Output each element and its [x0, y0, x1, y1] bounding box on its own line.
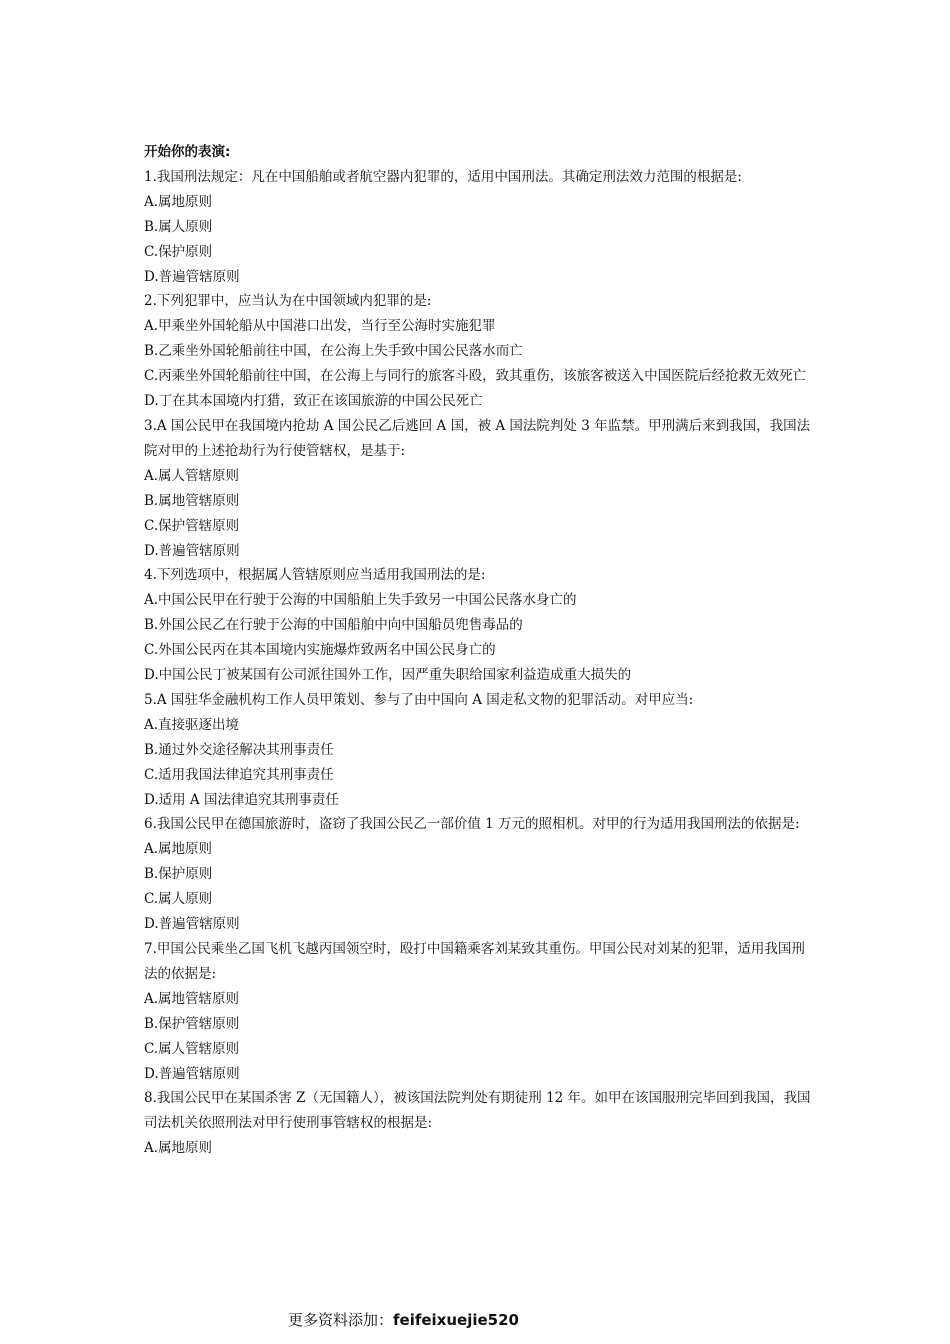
answer-option: A.中国公民甲在行驶于公海的中国船舶上失手致另一中国公民落水身亡的 — [144, 592, 577, 609]
answer-option: D.普遍管辖原则 — [144, 542, 240, 559]
answer-option: B.保护原则 — [144, 866, 213, 883]
answer-option: B.乙乘坐外国轮船前往中国，在公海上失手致中国公民落水而亡 — [144, 343, 523, 360]
question-stem: 1.我国刑法规定：凡在中国船舶或者航空器内犯罪的，适用中国刑法。其确定刑法效力范围的根据是: — [144, 168, 742, 185]
answer-option: B.外国公民乙在行驶于公海的中国船舶中向中国船员兜售毒品的 — [144, 617, 523, 634]
answer-option: C.保护原则 — [144, 243, 213, 260]
answer-option: C.属人原则 — [144, 891, 213, 908]
answer-option: C.外国公民丙在其本国境内实施爆炸致两名中国公民身亡的 — [144, 642, 496, 659]
answer-option: D.普遍管辖原则 — [144, 916, 240, 933]
answer-option: B.属地管辖原则 — [144, 492, 240, 509]
document-body — [144, 140, 814, 1161]
answer-option: A.属地原则 — [144, 841, 213, 858]
question-stem: 4.下列选项中，根据属人管辖原则应当适用我国刑法的是: — [144, 567, 486, 584]
answer-option: D.普遍管辖原则 — [144, 1065, 240, 1082]
footer-contact: feifeixuejie520 — [393, 1311, 519, 1329]
answer-option: A.属人管辖原则 — [144, 467, 240, 484]
page-footer — [288, 1309, 519, 1331]
question-stem: 2.下列犯罪中，应当认为在中国领域内犯罪的是: — [144, 293, 432, 310]
question-stem: 6.我国公民甲在德国旅游时，盗窃了我国公民乙一部价值 1 万元的照相机。对甲的行为适用我国刑法的依据是: — [144, 816, 800, 833]
question-stem: 7.甲国公民乘坐乙国飞机飞越丙国领空时，殴打中国籍乘客刘某致其重伤。甲国公民对刘某的犯罪，适用我国刑法的依据是: — [144, 941, 805, 982]
answer-option: A.属地原则 — [144, 1140, 213, 1157]
answer-option: B.属人原则 — [144, 218, 213, 235]
answer-option: B.保护管辖原则 — [144, 1015, 240, 1032]
answer-option: A.属地原则 — [144, 193, 213, 210]
answer-option: C.保护管辖原则 — [144, 517, 240, 534]
question-stem: 5.A 国驻华金融机构工作人员甲策划、参与了由中国向 A 国走私文物的犯罪活动。对甲应当: — [144, 691, 694, 708]
answer-option: C.适用我国法律追究其刑事责任 — [144, 766, 334, 783]
answer-option: D.普遍管辖原则 — [144, 268, 240, 285]
answer-option: A.甲乘坐外国轮船从中国港口出发，当行至公海时实施犯罪 — [144, 318, 496, 335]
answer-option: A.属地管辖原则 — [144, 990, 240, 1007]
answer-option: A.直接驱逐出境 — [144, 716, 240, 733]
footer-prefix: 更多资料添加： — [288, 1311, 394, 1329]
section-heading: 开始你的表演: — [144, 144, 231, 160]
answer-option: D.中国公民丁被某国有公司派往国外工作，因严重失职给国家利益造成重大损失的 — [144, 667, 632, 684]
answer-option: D.适用 A 国法律追究其刑事责任 — [144, 791, 339, 808]
question-stem: 8.我国公民甲在某国杀害 Z（无国籍人），被该国法院判处有期徒刑 12 年。如甲在该国服刑完毕回到我国，我国司法机关依照刑法对甲行使刑事管辖权的根据是: — [144, 1090, 811, 1132]
question-stem: 3.A 国公民甲在我国境内抢劫 A 国公民乙后逃回 A 国，被 A 国法院判处 3 年监禁。甲刑满后来到我国，我国法院对甲的上述抢劫行为行使管辖权，是基于: — [144, 417, 811, 459]
answer-option: C.属人管辖原则 — [144, 1040, 240, 1057]
answer-option: C.丙乘坐外国轮船前往中国，在公海上与同行的旅客斗殴，致其重伤，该旅客被送入中国医院后经抢救无效死亡 — [144, 368, 807, 385]
answer-option: D.丁在其本国境内打猎，致正在该国旅游的中国公民死亡 — [144, 393, 483, 410]
answer-option: B.通过外交途径解决其刑事责任 — [144, 741, 334, 758]
